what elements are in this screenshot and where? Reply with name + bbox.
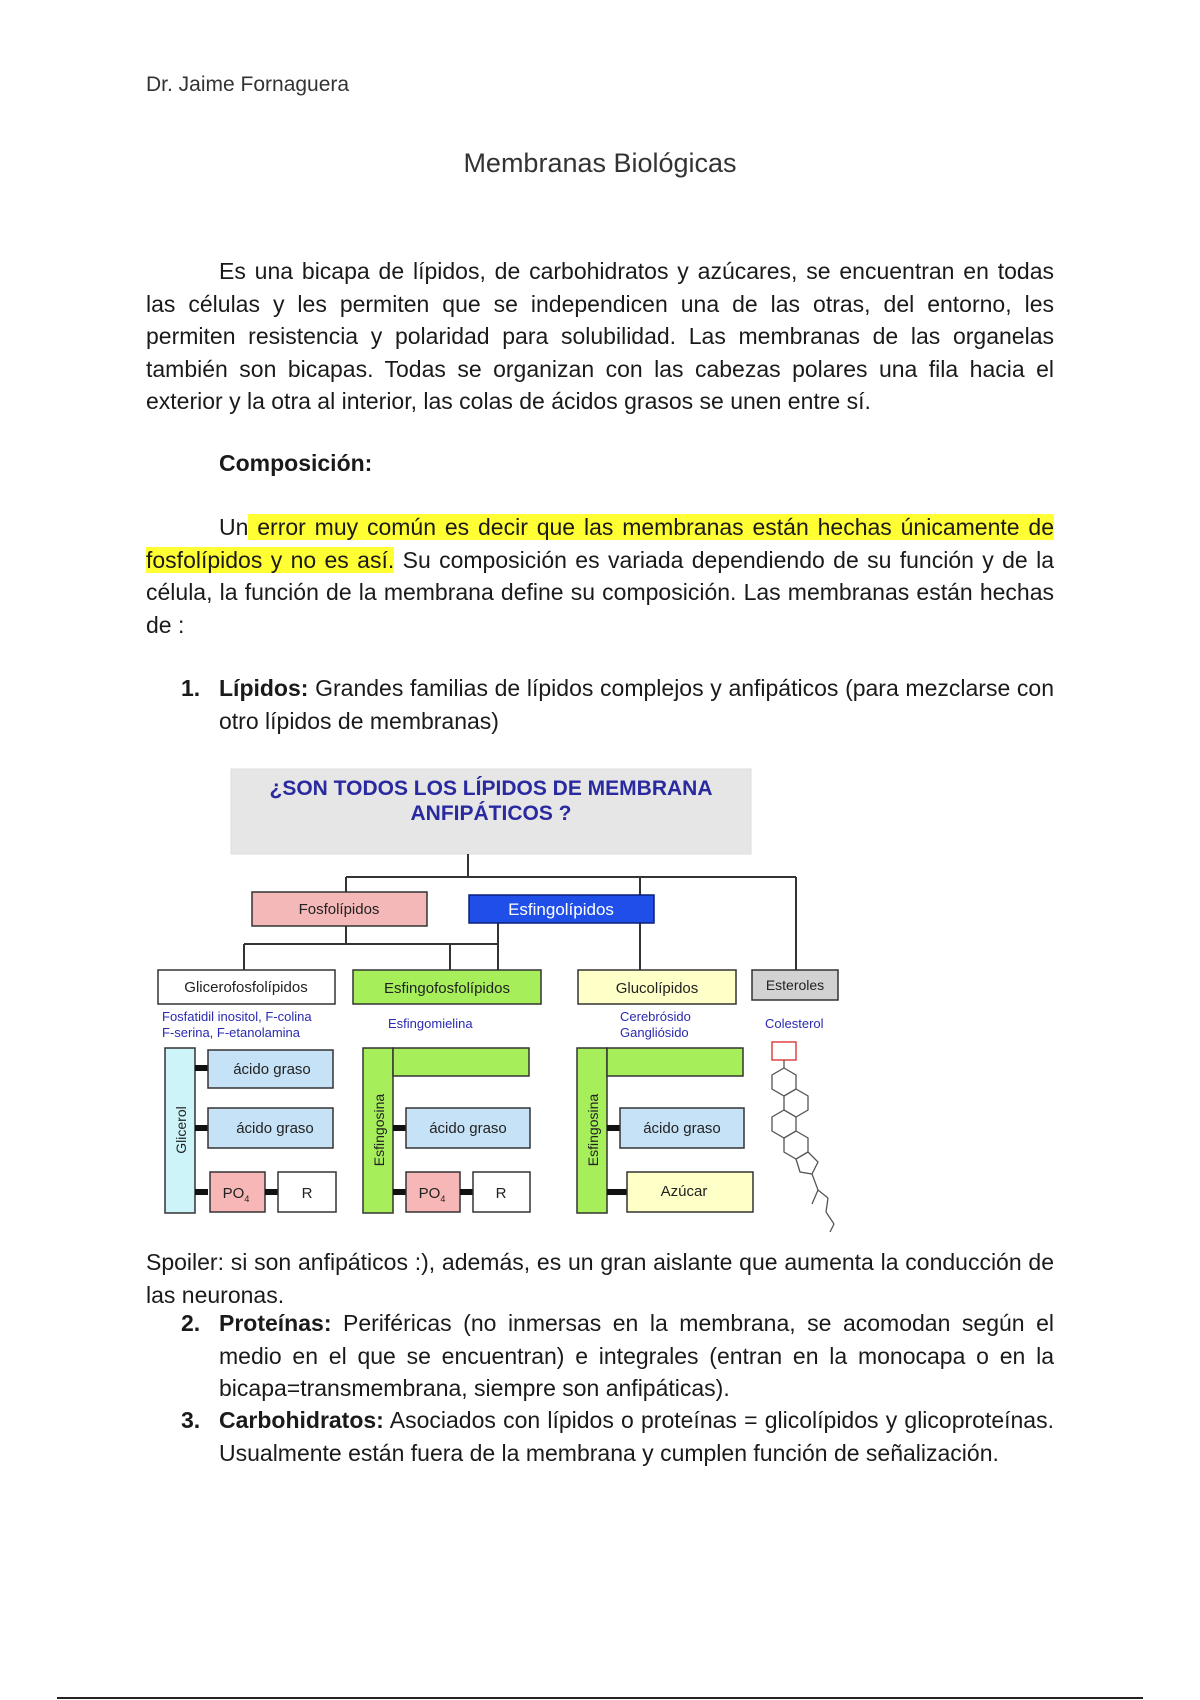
diagram-title-line2: ANFIPÁTICOS ?	[410, 802, 572, 825]
r-label: R	[495, 1185, 507, 1202]
esteroles-label: Esteroles	[765, 977, 825, 993]
esfingosina-top-1	[393, 1048, 529, 1076]
list-number: 3.	[181, 1407, 201, 1433]
gangliosido-label: Gangliósido	[620, 1025, 689, 1040]
composition-heading: Composición:	[219, 450, 373, 476]
list-item-lipidos	[181, 672, 1054, 737]
intro-paragraph: Es una bicapa de lípidos, de carbohidratos y azúcares, se encuentran en todas las células y les permiten que se independicen una de las otras, del entorno, les permiten resistencia y polaridad para solubilidad. Las membranas de las organelas también son bicapas. Todas se organizan con las cabezas polares una fila hacia el exterior y la otra al interior, las colas de ácidos grasos se unen entre sí.	[146, 258, 1054, 414]
cerebrosido-label: Cerebrósido	[620, 1009, 691, 1024]
list-text: Periféricas (no inmersas en la membrana, se acomodan según el medio en el que se encuentran) e integrales (entran en la monocapa o en la bicapa=transmembrana, siempre son anfipáticas).	[219, 1310, 1054, 1401]
page-bottom-rule	[57, 1697, 1143, 1699]
glicerofosfolipidos-label: Glicerofosfolípidos	[184, 979, 308, 996]
composition-rest: Su composición es variada dependiendo de su función y de la célula, la función de la membrana define su composición. Las membranas están hechas de :	[146, 546, 1054, 638]
list-term: Lípidos:	[219, 675, 309, 701]
list-text: Asociados con lípidos o proteínas = glicolípidos y glicoproteínas. Usualmente están fuera de la membrana y cumplen función de señalización.	[219, 1407, 1054, 1466]
po4-label: $PO_4$	[418, 1185, 446, 1204]
glicerofosfolipido-structure	[165, 1048, 336, 1213]
acido-graso-label: ácido graso	[233, 1061, 311, 1078]
list-term: Carbohidratos:	[219, 1407, 384, 1433]
azucar-label: Azúcar	[660, 1183, 708, 1200]
list-number: 1.	[181, 675, 201, 701]
composition-paragraph	[146, 511, 1054, 641]
spoiler-paragraph: Spoiler: si son anfipáticos :), además, es un gran aislante que aumenta la conducción de las neuronas.	[146, 1249, 1054, 1308]
lipid-classification-diagram	[150, 762, 850, 1232]
esfingofosfolipido-structure	[363, 1048, 530, 1213]
list-item-carbohidratos	[181, 1404, 1054, 1469]
r-label: R	[301, 1185, 313, 1202]
esfingosina-label: Esfingosina	[585, 1093, 601, 1167]
glicero-examples-line2: F-serina, F-etanolamina	[162, 1025, 300, 1040]
esfingolipidos-label: Esfingolípidos	[508, 900, 614, 919]
esfingosina-label: Esfingosina	[371, 1093, 387, 1167]
acido-graso-label: ácido graso	[429, 1120, 507, 1137]
esfingomielina-label: Esfingomielina	[388, 1016, 473, 1031]
glicerol-label: Glicerol	[173, 1106, 189, 1154]
colesterol-label: Colesterol	[765, 1016, 824, 1031]
fosfolipidos-label: Fosfolípidos	[298, 901, 380, 918]
document-title: Membranas Biológicas	[463, 148, 737, 178]
list-term: Proteínas:	[219, 1310, 332, 1336]
acido-graso-label: ácido graso	[236, 1120, 314, 1137]
po4-label: $PO_4$	[222, 1185, 250, 1204]
glucolipidos-label: Glucolípidos	[615, 980, 699, 997]
highlighted-text: error muy común es decir que las membranas están hechas únicamente de fosfolípidos y no es así.	[146, 514, 1054, 573]
esfingosina-top-2	[607, 1048, 743, 1076]
glicero-examples-line1: Fosfatidil inositol, F-colina	[162, 1009, 312, 1024]
list-number: 2.	[181, 1310, 201, 1336]
colesterol-molecule	[772, 1042, 834, 1232]
acido-graso-label: ácido graso	[643, 1120, 721, 1137]
esfingofosfolipidos-label: Esfingofosfolípidos	[384, 980, 510, 997]
glucolipido-structure	[577, 1048, 753, 1213]
diagram-title-line1: ¿SON TODOS LOS LÍPIDOS DE MEMBRANA	[269, 777, 713, 800]
list-item-proteinas	[181, 1307, 1054, 1405]
composition-lead: Un	[219, 514, 249, 540]
list-text: Grandes familias de lípidos complejos y anfipáticos (para mezclarse con otro lípidos de membranas)	[219, 675, 1054, 734]
author-name: Dr. Jaime Fornaguera	[146, 73, 350, 96]
